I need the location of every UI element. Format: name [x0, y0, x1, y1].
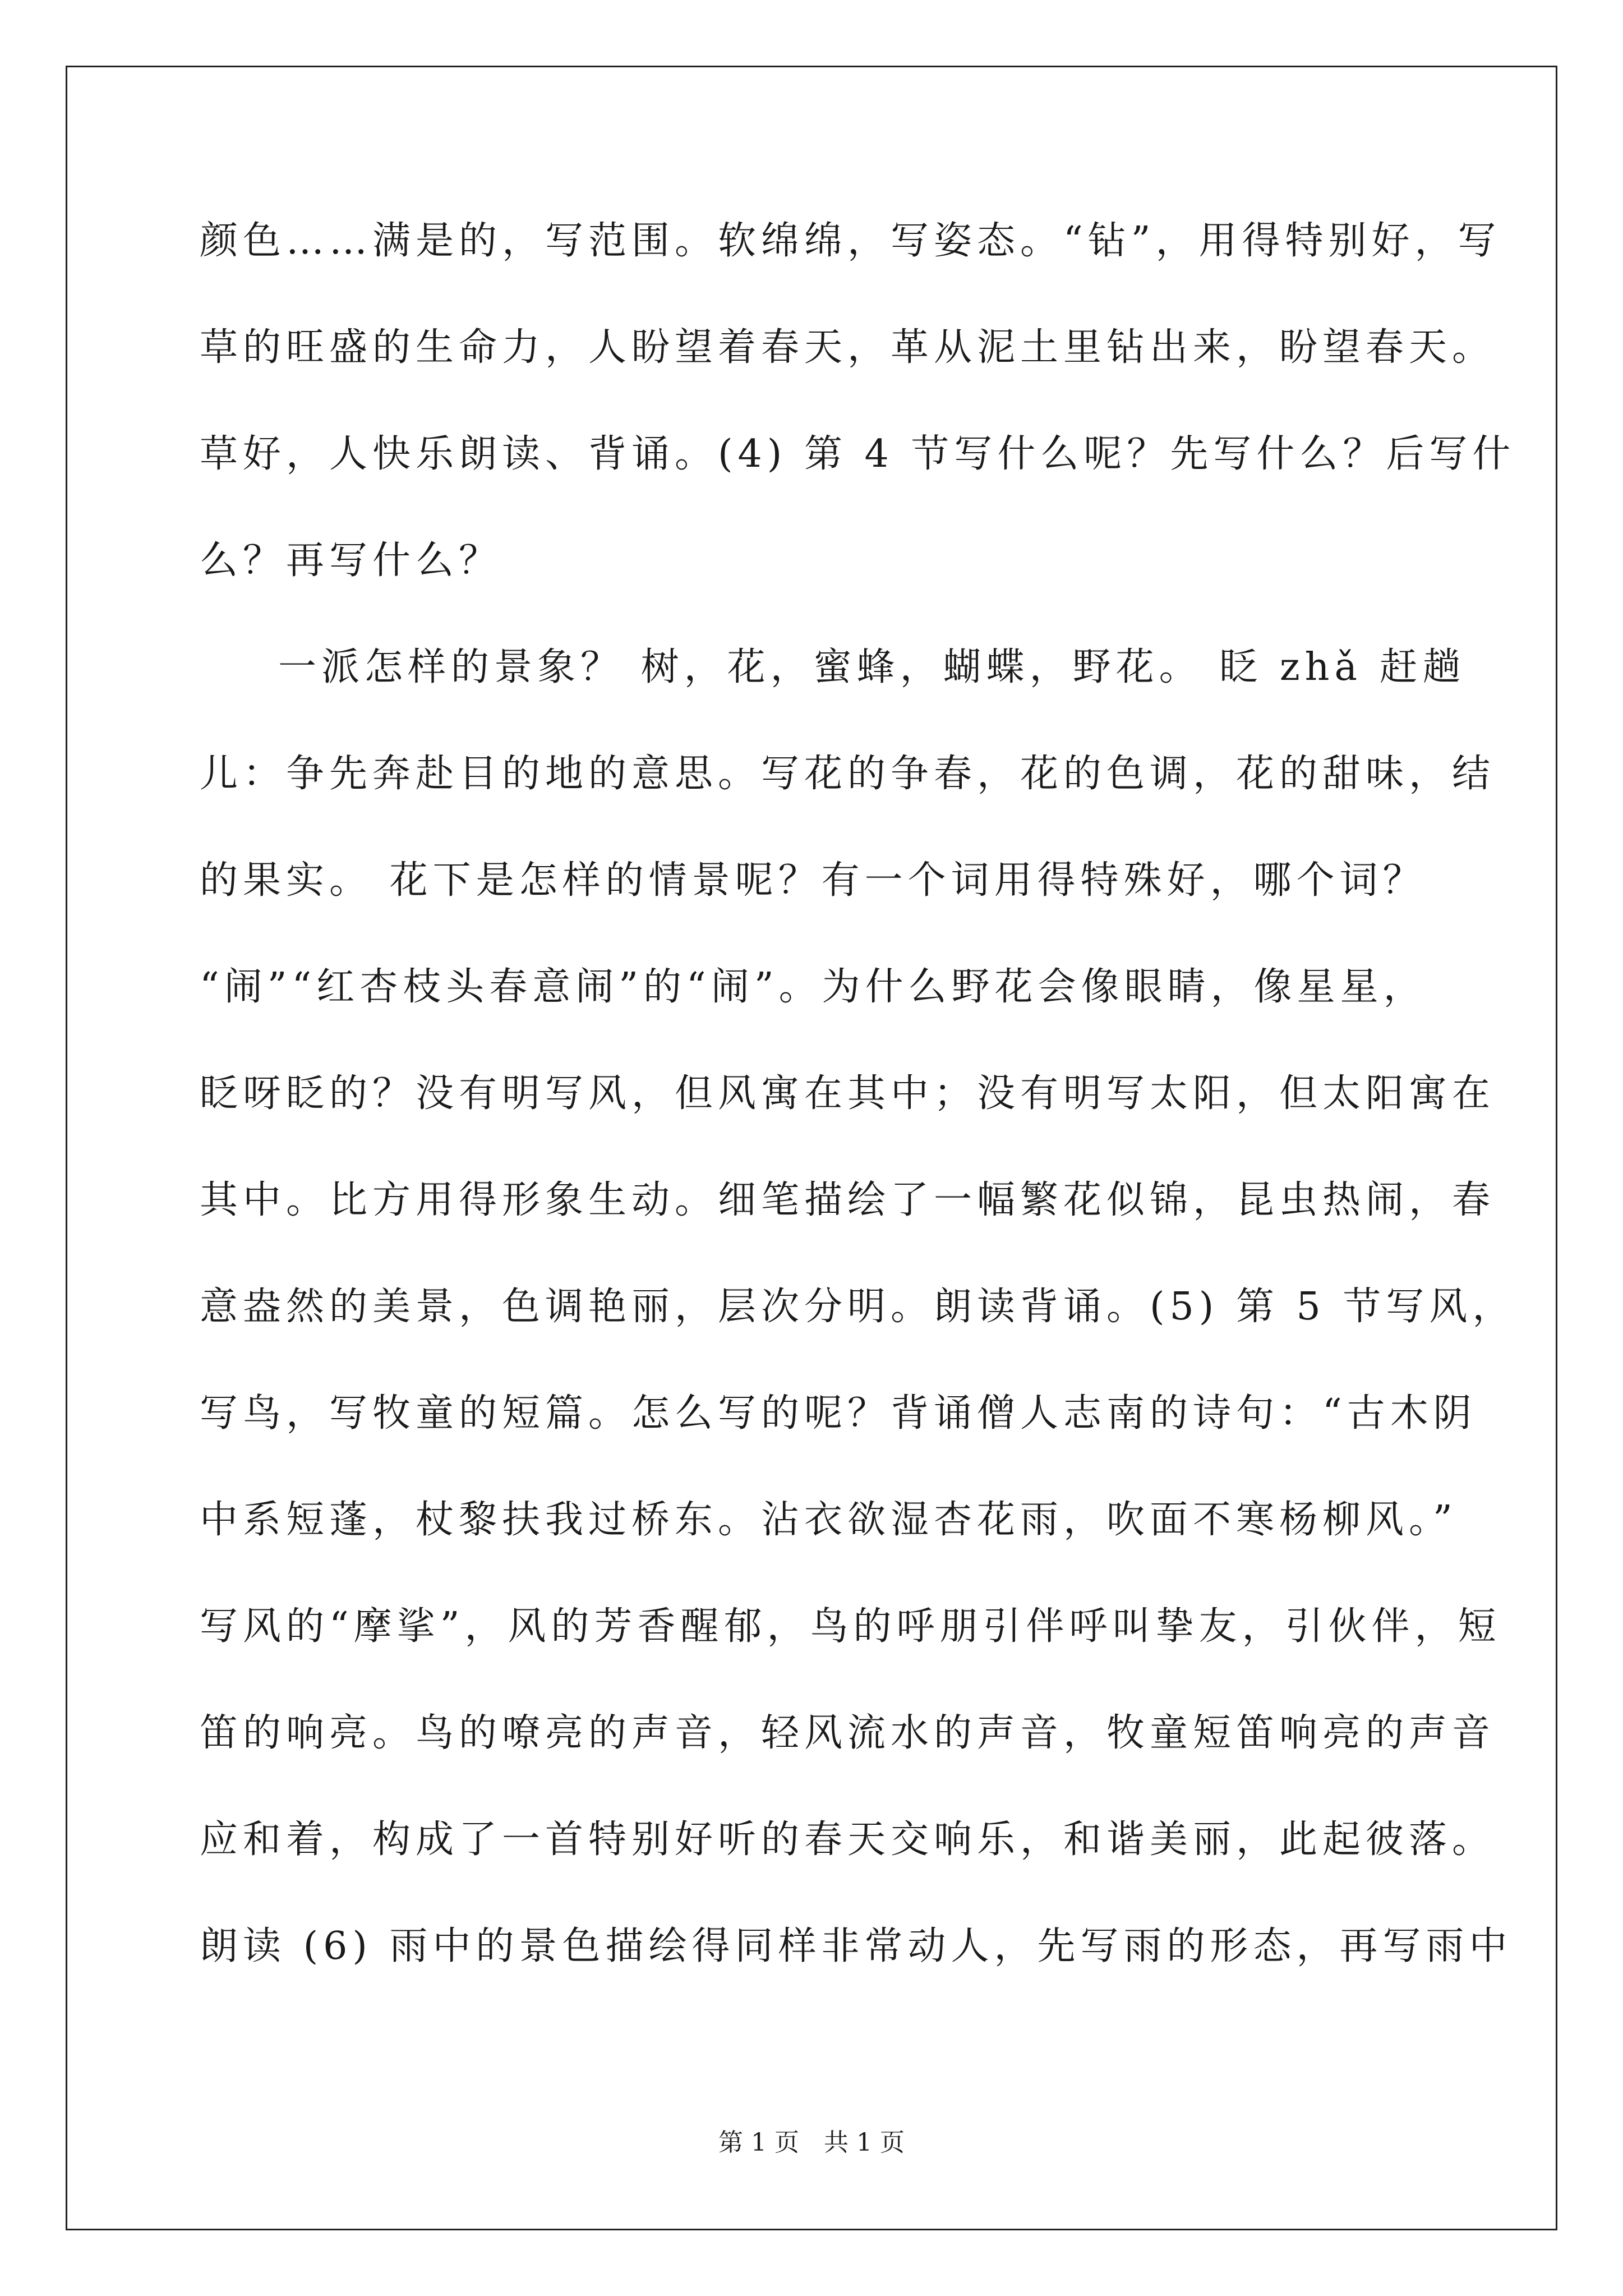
text-line: 写风的“摩挲”，风的芳香醒郁，鸟的呼朋引伴呼叫挚友，引伙伴，短	[200, 1604, 1501, 1649]
text-line: 中系短蓬，杖黎扶我过桥东。沾衣欲湿杏花雨，吹面不寒杨柳风。”	[200, 1498, 1458, 1542]
text-line: 眨呀眨的？没有明写风，但风寓在其中；没有明写太阳，但太阳寓在	[200, 1071, 1496, 1116]
page-footer	[0, 2126, 1623, 2160]
text-line: 意盎然的美景，色调艳丽，层次分明。朗读背诵。(5) 第 5 节写风，	[200, 1285, 1516, 1329]
text-line: 一派怎样的景象？ 树，花，蜜蜂，蝴蝶，野花。 眨 zhǎ 赶趟	[278, 645, 1466, 689]
text-line: 的果实。 花下是怎样的情景呢？有一个词用得特殊好，哪个词？	[200, 858, 1426, 903]
page-number: 第 1 页	[718, 2128, 799, 2157]
text-line: 草好，人快乐朗读、背诵。(4) 第 4 节写什么呢？先写什么？后写什	[200, 432, 1516, 476]
text-line: 草的旺盛的生命力，人盼望着春天，革从泥土里钻出来，盼望春天。	[200, 325, 1496, 370]
text-line: 颜色……满是的，写范围。软绵绵，写姿态。“钻”，用得特别好，写	[200, 219, 1501, 263]
text-line: 朗读 (6) 雨中的景色描绘得同样非常动人，先写雨的形态，再写雨中	[200, 1924, 1513, 1968]
page-total: 共 1 页	[824, 2128, 905, 2157]
text-line: 儿：争先奔赴目的地的意思。写花的争春，花的色调，花的甜味，结	[200, 752, 1496, 796]
text-line: 么？再写什么？	[200, 539, 502, 583]
text-line: 笛的响亮。鸟的嘹亮的声音，轻风流水的声音，牧童短笛响亮的声音	[200, 1711, 1496, 1755]
text-line: 应和着，构成了一首特别好听的春天交响乐，和谐美丽，此起彼落。	[200, 1818, 1496, 1862]
text-line: 其中。比方用得形象生动。细笔描绘了一幅繁花似锦，昆虫热闹，春	[200, 1178, 1496, 1222]
document-body	[200, 213, 1516, 2025]
text-line: “闹”“红杏枝头春意闹”的“闹”。为什么野花会像眼睛，像星星，	[200, 965, 1427, 1009]
text-line: 写鸟，写牧童的短篇。怎么写的呢？背诵僧人志南的诗句：“古木阴	[200, 1391, 1477, 1435]
